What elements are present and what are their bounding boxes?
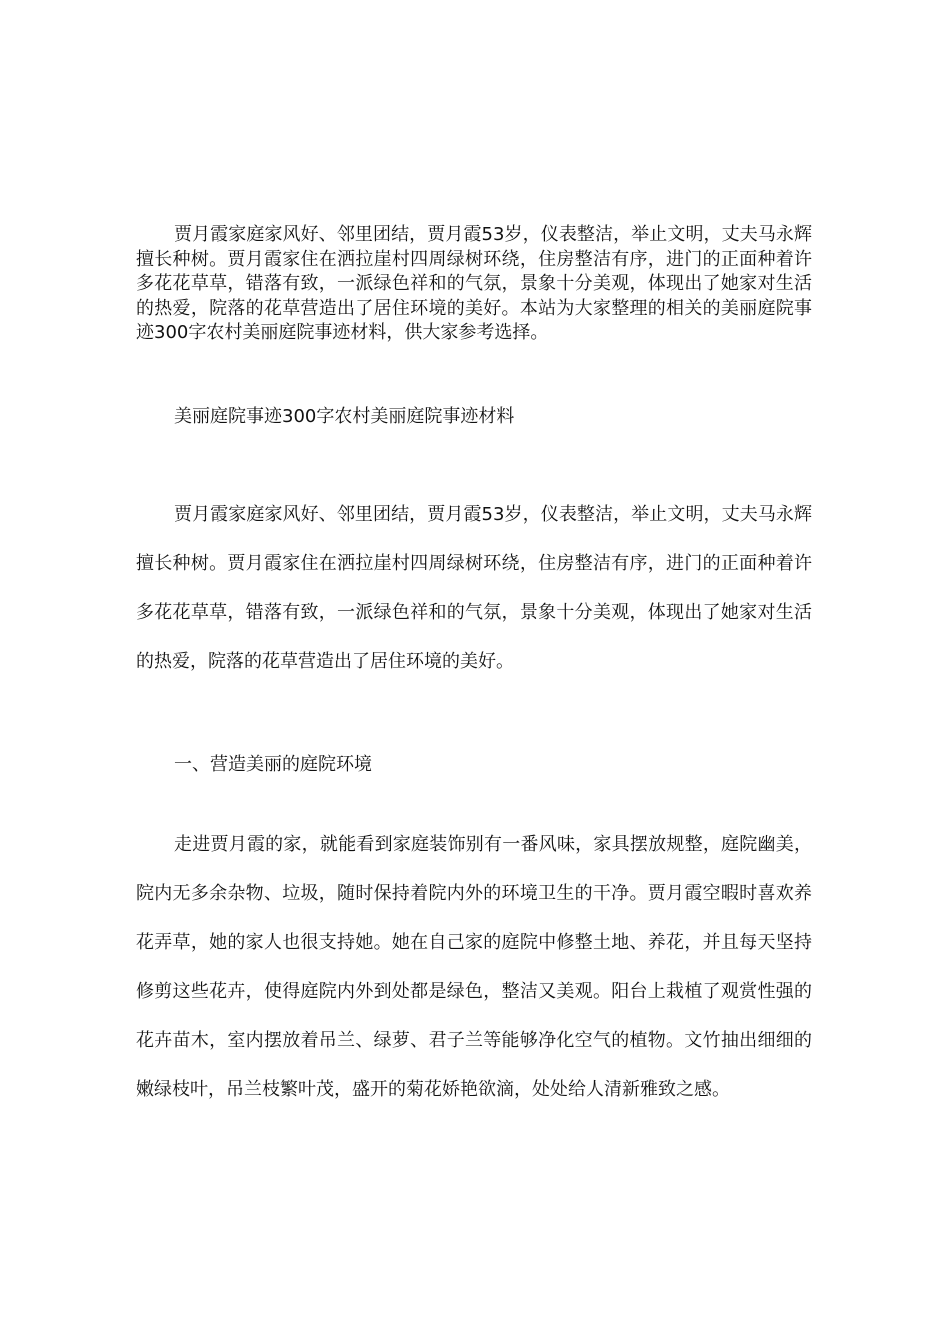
document-title: 美丽庭院事迹300字农村美丽庭院事迹材料: [174, 406, 515, 427]
body-paragraph-1: 贾月霞家庭家风好、邻里团结，贾月霞53岁，仪表整洁，举止文明，丈夫马永辉擅长种树。贾月霞家住在洒拉崖村四周绿树环绕，住房整洁有序，进门的正面种着许多花花草草，错落有致，一派绿色祥和的气氛，景象十分美观，体现出了她家对生活的热爱，院落的花草营造出了居住环境的美好。: [136, 504, 812, 672]
intro-paragraph: 贾月霞家庭家风好、邻里团结，贾月霞53岁，仪表整洁，举止文明，丈夫马永辉擅长种树。贾月霞家住在洒拉崖村四周绿树环绕，住房整洁有序，进门的正面种着许多花花草草，错落有致，一派绿色祥和的气氛，景象十分美观，体现出了她家对生活的热爱，院落的花草营造出了居住环境的美好。本站为大家整理的相关的美丽庭院事迹300字农村美丽庭院事迹材料，供大家参考选择。: [136, 224, 812, 343]
section-heading-1: 一、营造美丽的庭院环境: [174, 754, 372, 775]
body-paragraph-2: 走进贾月霞的家，就能看到家庭装饰别有一番风味，家具摆放规整，庭院幽美，院内无多余杂物、垃圾，随时保持着院内外的环境卫生的干净。贾月霞空暇时喜欢养花弄草，她的家人也很支持她。她在自己家的庭院中修整土地、养花，并且每天坚持修剪这些花卉，使得庭院内外到处都是绿色，整洁又美观。阳台上栽植了观赏性强的花卉苗木，室内摆放着吊兰、绿萝、君子兰等能够净化空气的植物。文竹抽出细细的嫩绿枝叶，吊兰枝繁叶茂，盛开的菊花娇艳欲滴，处处给人清新雅致之感。: [136, 834, 812, 1100]
